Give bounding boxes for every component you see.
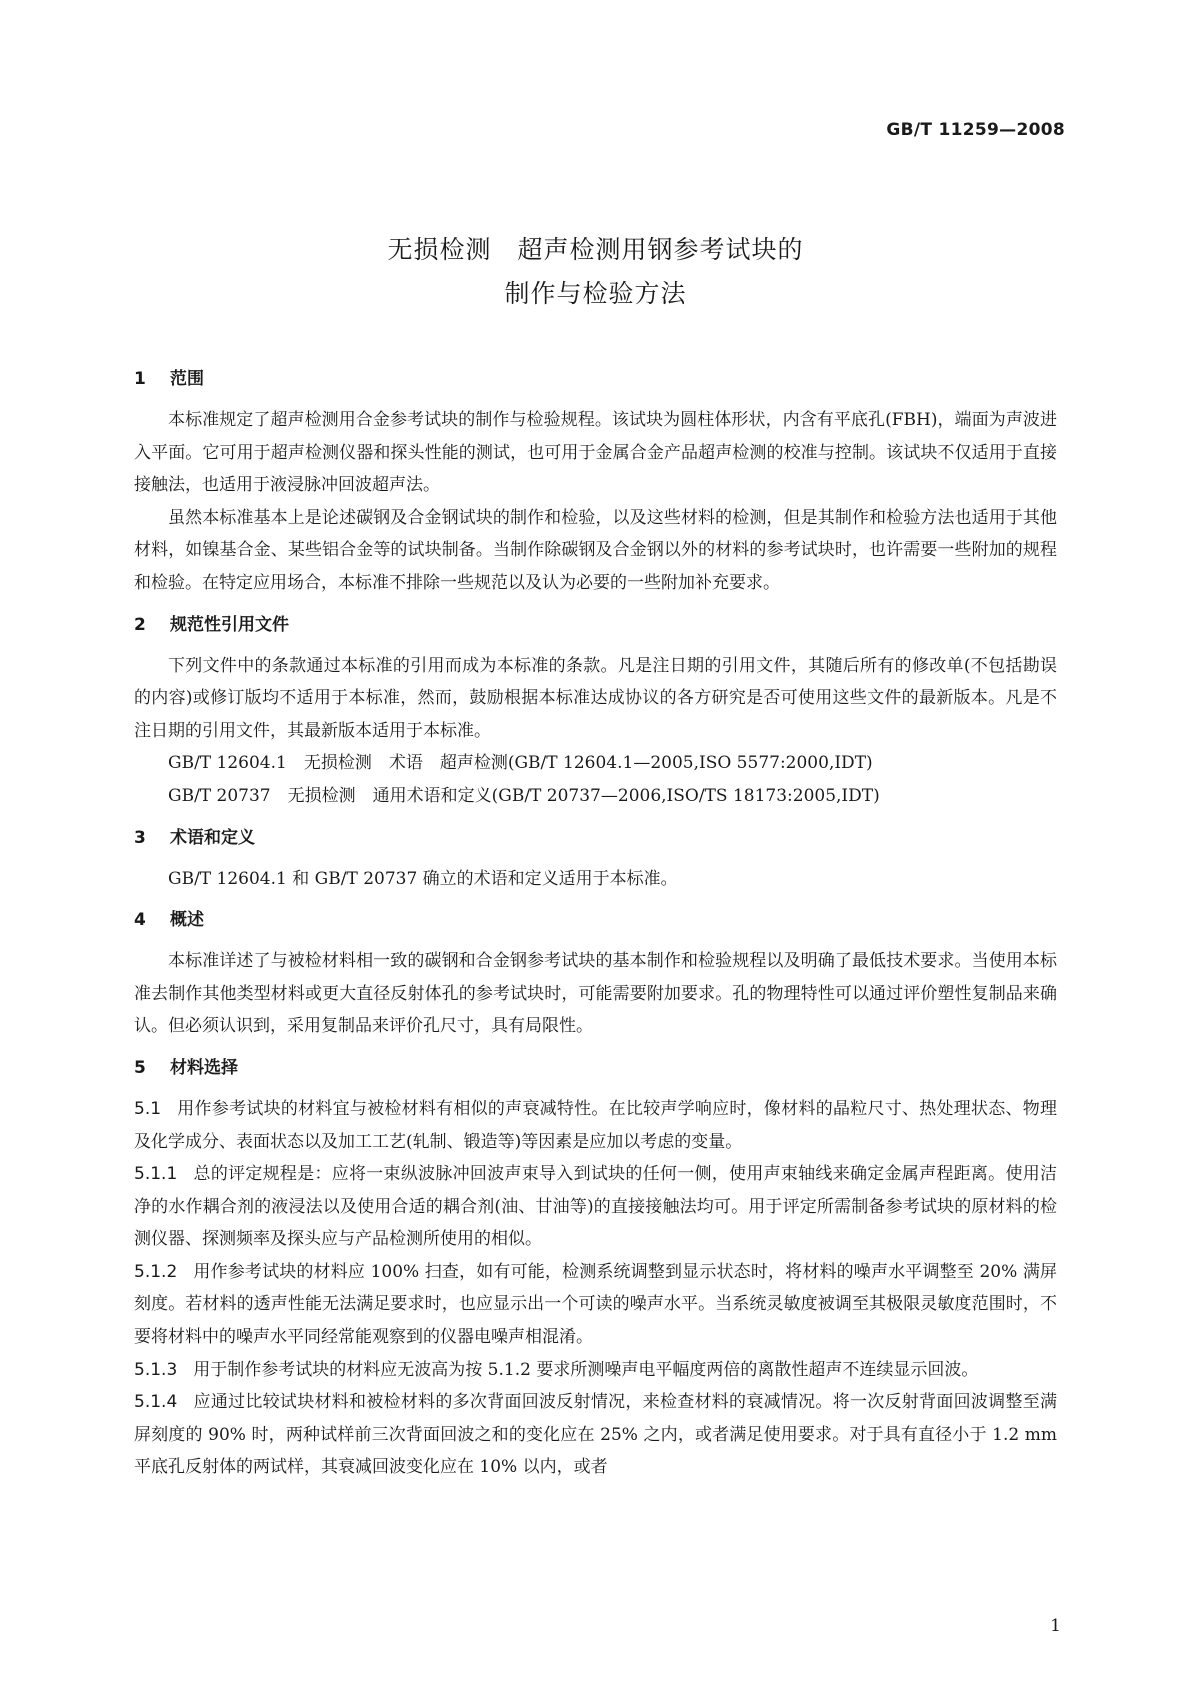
section-5 (134, 1055, 1057, 1484)
section-heading (134, 366, 1057, 392)
paragraph: 虽然本标准基本上是论述碳钢及合金钢试块的制作和检验，以及这些材料的检测，但是其制作和检验方法也适用于其他材料，如镍基合金、某些铝合金等的试块制备。当制作除碳钢及合金钢以外的材料的参考试块时，也许需要一些附加的规程和检验。在特定应用场合，本标准不排除一些规范以及认为必要的一些附加补充要求。 (134, 507, 1057, 593)
section-2 (134, 612, 1057, 813)
section-heading (134, 612, 1057, 638)
clause-text: 用作参考试块的材料宜与被检材料有相似的声衰减特性。在比较声学响应时，像材料的晶粒尺寸、热处理状态、物理及化学成分、表面状态以及加工工艺(轧制、锻造等)等因素是应加以考虑的变量。 (134, 1098, 1057, 1152)
section-title: 材料选择 (170, 1057, 238, 1078)
clause-number: 5.1.3 (134, 1359, 178, 1380)
section-title: 概述 (170, 910, 204, 931)
clause (134, 1386, 1057, 1484)
section-title: 术语和定义 (170, 827, 255, 848)
title-line-2: 制作与检验方法 (504, 279, 687, 308)
title-line-1: 无损检测 超声检测用钢参考试块的 (387, 235, 804, 264)
normative-reference: GB/T 12604.1 无损检测 术语 超声检测(GB/T 12604.1—2005,ISO 5577:2000,IDT) (168, 753, 873, 774)
section-number: 3 (134, 827, 146, 848)
section-number: 4 (134, 910, 146, 931)
section-number: 1 (134, 369, 146, 389)
clause-text: 总的评定规程是：应将一束纵波脉冲回波声束导入到试块的任何一侧，使用声束轴线来确定金属声程距离。使用洁净的水作耦合剂的液浸法以及使用合适的耦合剂(油、甘油等)的直接接触法均可。用于评定所需制备参考试块的原材料的检测仪器、探测频率及探头应与产品检测所使用的相似。 (134, 1164, 1057, 1250)
section-heading (134, 825, 1057, 851)
section-3 (134, 825, 1057, 896)
document-body (134, 366, 1057, 1496)
paragraph: 下列文件中的条款通过本标准的引用而成为本标准的条款。凡是注日期的引用文件，其随后所有的修改单(不包括勘误的内容)或修订版均不适用于本标准，然而，鼓励根据本标准达成协议的各方研究是否可使用这些文件的最新版本。凡是不注日期的引用文件，其最新版本适用于本标准。 (134, 655, 1057, 741)
clause-text: 用作参考试块的材料应 100% 扫查，如有可能，检测系统调整到显示状态时，将材料的噪声水平调整至 20% 满屏刻度。若材料的透声性能无法满足要求时，也应显示出一个可读的噪声水平。当系统灵敏度被调至其极限灵敏度范围时，不要将材料中的噪声水平同经常能观察到的仪器电噪声相混淆。 (134, 1261, 1057, 1348)
clause-number: 5.1.4 (134, 1392, 178, 1413)
clause (134, 1354, 1057, 1387)
clause-text: 用于制作参考试块的材料应无波高为按 5.1.2 要求所测噪声电平幅度两倍的离散性超声不连续显示回波。 (193, 1359, 979, 1380)
clause-number: 5.1 (134, 1098, 162, 1119)
clause-number: 5.1.2 (134, 1261, 178, 1282)
paragraph: 本标准规定了超声检测用合金参考试块的制作与检验规程。该试块为圆柱体形状，内含有平底孔(FBH)，端面为声波进入平面。它可用于超声检测仪器和探头性能的测试，也可用于金属合金产品超声检测的校准与控制。该试块不仅适用于直接接触法，也适用于液浸脉冲回波超声法。 (134, 410, 1057, 496)
clause (134, 1256, 1057, 1354)
section-number: 5 (134, 1057, 146, 1078)
clause (134, 1093, 1057, 1158)
page-number: 1 (1050, 1616, 1061, 1636)
standard-code: GB/T 11259—2008 (886, 120, 1065, 140)
clause-number: 5.1.1 (134, 1164, 178, 1185)
section-title: 范围 (170, 369, 204, 389)
clause (134, 1158, 1057, 1256)
section-4 (134, 907, 1057, 1043)
document-title (0, 228, 1191, 316)
clause-text: 应通过比较试块材料和被检材料的多次背面回波反射情况，来检查材料的衰减情况。将一次反射背面回波调整至满屏刻度的 90% 时，两种试样前三次背面回波之和的变化应在 25% 之内，或者满足使用要求。对于具有直径小于 1.2 mm 平底孔反射体的两试样，其衰减回波变化应在 10% 以内，或者 (134, 1392, 1057, 1478)
section-1 (134, 366, 1057, 600)
paragraph: GB/T 12604.1 和 GB/T 20737 确立的术语和定义适用于本标准。 (168, 868, 678, 889)
normative-reference: GB/T 20737 无损检测 通用术语和定义(GB/T 20737—2006,ISO/TS 18173:2005,IDT) (168, 785, 880, 806)
section-heading (134, 907, 1057, 933)
section-title: 规范性引用文件 (170, 614, 289, 635)
section-heading (134, 1055, 1057, 1081)
section-number: 2 (134, 614, 146, 635)
paragraph: 本标准详述了与被检材料相一致的碳钢和合金钢参考试块的基本制作和检验规程以及明确了最低技术要求。当使用本标准去制作其他类型材料或更大直径反射体孔的参考试块时，可能需要附加要求。孔的物理特性可以通过评价塑性复制品来确认。但必须认识到，采用复制品来评价孔尺寸，具有局限性。 (134, 951, 1057, 1037)
